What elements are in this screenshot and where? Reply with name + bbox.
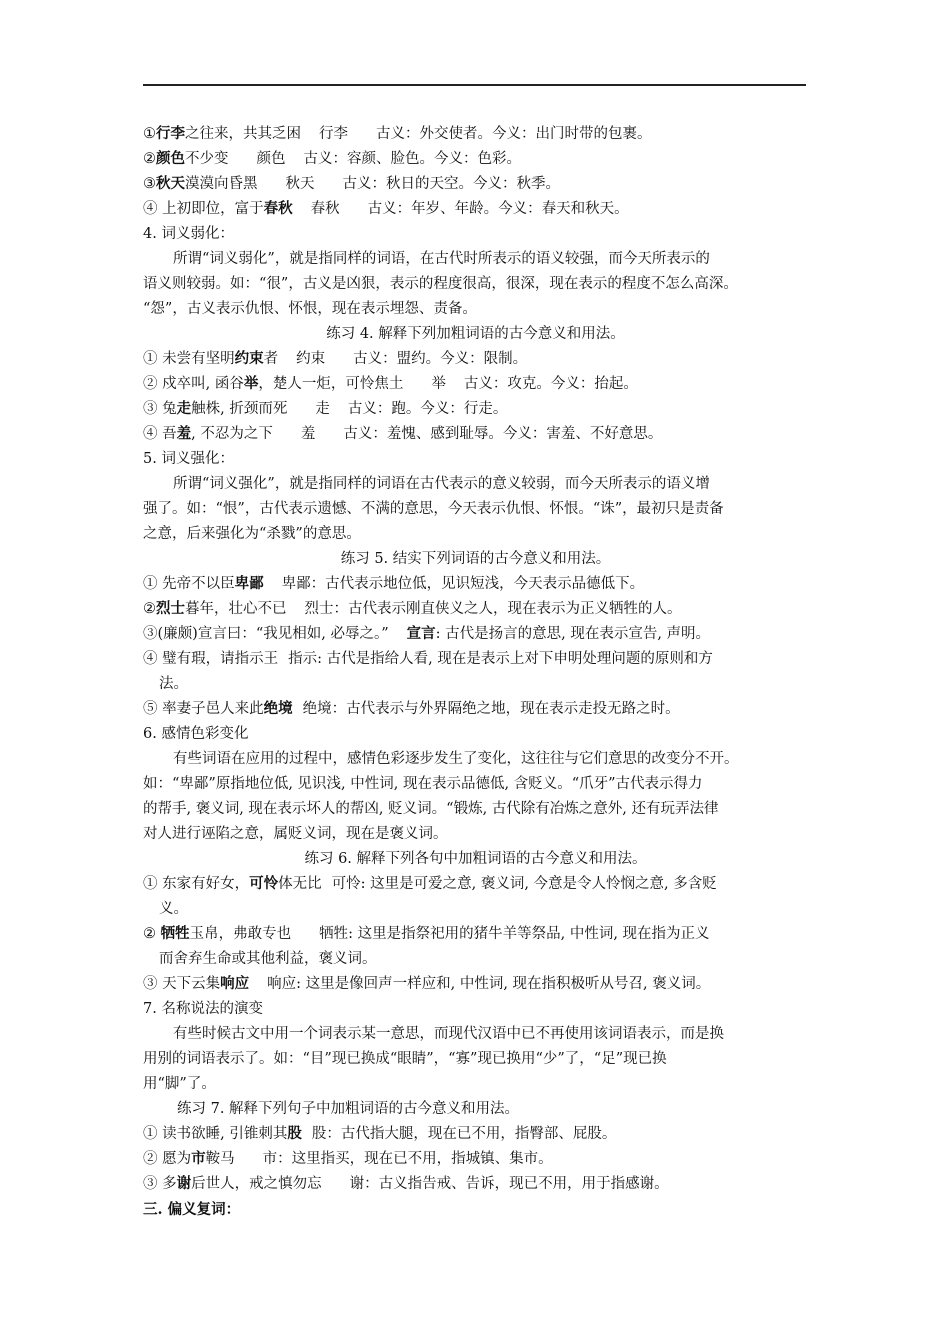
text-run: 者 bbox=[263, 351, 279, 367]
exercise-heading: 练习 5. 结实下列词语的古今意义和用法。 bbox=[340, 551, 611, 567]
example-item bbox=[143, 1122, 808, 1147]
continuation-line: 义。 bbox=[159, 901, 188, 917]
text-run: ① 读书欲睡, 引锥刺其 bbox=[143, 1126, 288, 1142]
example-item bbox=[143, 172, 808, 197]
text-run: 古义：羞愧、感到耻辱。今义：害羞、不好意思。 bbox=[343, 426, 663, 442]
text-run: 秋天 bbox=[285, 176, 315, 192]
document-body bbox=[143, 122, 808, 1222]
bold-term: 举 bbox=[243, 376, 259, 392]
text-line: 如：“卑鄙”原指地位低, 见识浅, 中性词, 现在表示品德低, 含贬义。“爪牙”古代表示得力 bbox=[143, 776, 703, 792]
paragraph-line: 有些词语在应用的过程中，感情色彩逐步发生了变化，这往往与它们意思的改变分不开。 bbox=[173, 751, 739, 767]
example-item bbox=[143, 422, 808, 447]
text-run: 羞 bbox=[300, 426, 316, 442]
text-line: 之意，后来强化为“杀戮”的意思。 bbox=[143, 526, 361, 542]
example-item bbox=[143, 922, 808, 947]
example-item bbox=[143, 1172, 808, 1197]
example-item bbox=[143, 597, 808, 622]
bold-term: 牺牲 bbox=[160, 926, 190, 942]
bold-term: 约束 bbox=[234, 351, 264, 367]
text-line: 4. 词义弱化： bbox=[143, 226, 234, 242]
text-run: 股：古代指大腿，现在已不用，指臀部、屁股。 bbox=[311, 1126, 617, 1142]
text-run: ③(廉颇)宣言曰：“我见相如, 必辱之。” bbox=[143, 626, 389, 642]
example-item bbox=[143, 347, 808, 372]
text-run: 行李 bbox=[319, 126, 348, 142]
text-run: 牺牲: 这里是指祭祀用的猪牛羊等祭品, 中性词, 现在指为正义 bbox=[319, 926, 710, 942]
text-line: 对人进行诬陷之意，属贬义词，现在是褒义词。 bbox=[143, 826, 448, 842]
bold-term: 谢 bbox=[176, 1176, 192, 1192]
bold-term: 卑鄙 bbox=[234, 576, 264, 592]
text-run: : 古代是扬言的意思, 现在表示宣告, 声明。 bbox=[435, 626, 711, 642]
text-run: 走 bbox=[315, 401, 330, 417]
text-run: ① 东家有好女， bbox=[143, 876, 250, 892]
text-run: 暮年，壮心不已 bbox=[185, 601, 287, 617]
bold-term: 绝境 bbox=[263, 701, 293, 717]
text-run: ③ 天下云集 bbox=[143, 976, 221, 992]
exercise-heading: 练习 6. 解释下列各句中加粗词语的古今意义和用法。 bbox=[304, 851, 647, 867]
text-run: 市：这里指买，现在已不用，指城镇、集市。 bbox=[262, 1151, 553, 1167]
text-run: 可怜: 这里是可爱之意, 褒义词, 今意是令人怜悯之意, 多含贬 bbox=[331, 876, 717, 892]
text-run: 古义：攻克。今义：抬起。 bbox=[463, 376, 638, 392]
text-line: 7. 名称说法的演变 bbox=[143, 1001, 263, 1017]
text-run: 之往来，共其乏困 bbox=[185, 126, 301, 142]
text-run: 不少变 bbox=[185, 151, 229, 167]
text-run: 约束 bbox=[296, 351, 326, 367]
text-run: ② 愿为 bbox=[143, 1151, 192, 1167]
example-item bbox=[143, 647, 808, 672]
section-heading: 三. 偏义复词： bbox=[143, 1201, 241, 1218]
example-item bbox=[143, 697, 808, 722]
text-run: 古义：盟约。今义：限制。 bbox=[353, 351, 528, 367]
text-run: ① 先帝不以臣 bbox=[143, 576, 235, 592]
bold-term: 可怜 bbox=[249, 876, 279, 892]
exercise-heading: 练习 4. 解释下列加粗词语的古今意义和用法。 bbox=[326, 326, 625, 342]
text-run: 古义：年岁、年龄。今义：春天和秋天。 bbox=[367, 201, 629, 217]
text-line: “怨”，古义表示仇恨、怀恨，现在表示埋怨、责备。 bbox=[143, 301, 477, 317]
text-run: 指示: 古代是指给人看, 现在是表示上对下申明处理问题的原则和方 bbox=[288, 651, 713, 667]
text-run: ④ 吾 bbox=[143, 426, 177, 442]
text-line: 的帮手, 褒义词, 现在表示坏人的帮凶, 贬义词。“锻炼, 古代除有冶炼之意外, 还有玩弄法律 bbox=[143, 801, 719, 817]
text-run: 卑鄙：古代表示地位低，见识短浅，今天表示品德低下。 bbox=[281, 576, 645, 592]
text-run: ② 戍卒叫, 函谷 bbox=[143, 376, 244, 392]
example-item bbox=[143, 572, 808, 597]
bold-term: 秋天 bbox=[156, 176, 185, 192]
example-item bbox=[143, 622, 808, 647]
bold-term: 行李 bbox=[156, 126, 185, 142]
paragraph-line: 有些时候古文中用一个词表示某一意思，而现代汉语中已不再使用该词语表示，而是换 bbox=[173, 1026, 724, 1042]
header-rule bbox=[143, 84, 806, 86]
text-line: 5. 词义强化： bbox=[143, 451, 234, 467]
text-run: 古义：跑。今义：行走。 bbox=[347, 401, 508, 417]
text-run: ② bbox=[143, 151, 156, 167]
text-run: 触株, 折颈而死 bbox=[191, 401, 288, 417]
example-item bbox=[143, 1147, 808, 1172]
bold-term: 响应 bbox=[220, 976, 250, 992]
text-run: 鞍马 bbox=[205, 1151, 235, 1167]
example-item bbox=[143, 197, 808, 222]
bold-term: 股 bbox=[287, 1126, 302, 1142]
text-run: 谢：古义指告戒、告诉，现已不用，用于指感谢。 bbox=[349, 1176, 669, 1192]
example-item bbox=[143, 372, 808, 397]
text-line: 6. 感情色彩变化 bbox=[143, 726, 249, 742]
bold-term: 宣言 bbox=[406, 626, 436, 642]
bold-term: 春秋 bbox=[263, 201, 293, 217]
text-run: ，楚人一炬，可怜焦土 bbox=[258, 376, 404, 392]
text-run: 体无比 bbox=[278, 876, 322, 892]
example-item bbox=[143, 147, 808, 172]
text-run: 春秋 bbox=[310, 201, 340, 217]
text-run: 响应: 这里是像回声一样应和, 中性词, 现在指积极听从号召, 褒义词。 bbox=[267, 976, 711, 992]
bold-term: 烈士 bbox=[156, 601, 185, 617]
text-run: ③ 多 bbox=[143, 1176, 177, 1192]
example-item bbox=[143, 397, 808, 422]
bold-term: 颜色 bbox=[156, 151, 185, 167]
text-run: 古义：秋日的天空。今义：秋季。 bbox=[342, 176, 560, 192]
text-run: ④ 璧有瑕，请指示王 bbox=[143, 651, 279, 667]
text-run: 古义：容颜、脸色。今义：色彩。 bbox=[303, 151, 521, 167]
text-run: ② bbox=[143, 601, 156, 617]
text-run: ① 未尝有坚明 bbox=[143, 351, 235, 367]
continuation-line: 法。 bbox=[159, 676, 188, 692]
bold-term: 走 bbox=[176, 401, 192, 417]
paragraph-line: 所谓“词义强化”，就是指同样的词语在古代表示的意义较弱，而今天所表示的语义增 bbox=[173, 476, 710, 492]
text-line: 用“脚”了。 bbox=[143, 1076, 216, 1092]
text-run: 绝境：古代表示与外界隔绝之地，现在表示走投无路之时。 bbox=[302, 701, 680, 717]
text-run: ⑤ 率妻子邑人来此 bbox=[143, 701, 264, 717]
exercise-heading: 练习 7. 解释下列句子中加粗词语的古今意义和用法。 bbox=[177, 1101, 520, 1117]
continuation-line: 而舍弃生命或其他利益，褒义词。 bbox=[159, 951, 377, 967]
example-item bbox=[143, 122, 808, 147]
bold-term: 羞 bbox=[176, 426, 192, 442]
text-run: 漠漠向昏黑 bbox=[185, 176, 258, 192]
example-item bbox=[143, 972, 808, 997]
text-run: 颜色 bbox=[256, 151, 286, 167]
text-run: ④ 上初即位，富于 bbox=[143, 201, 264, 217]
text-run: 烈士：古代表示刚直侠义之人，现在表示为正义牺牲的人。 bbox=[304, 601, 682, 617]
text-run: 玉帛，弗敢专也 bbox=[189, 926, 292, 942]
text-run: 后世人，戒之慎勿忘 bbox=[191, 1176, 322, 1192]
text-line: 强了。如：“恨”，古代表示遗憾、不满的意思，今天表示仇恨、怀恨。“诛”，最初只是责备 bbox=[143, 501, 724, 517]
example-item bbox=[143, 872, 808, 897]
text-run: 古义：外交使者。今义：出门时带的包裹。 bbox=[376, 126, 652, 142]
bold-term: 市 bbox=[191, 1151, 206, 1167]
text-run: ① bbox=[143, 126, 156, 142]
paragraph-line: 所谓“词义弱化”，就是指同样的词语，在古代时所表示的语义较强，而今天所表示的 bbox=[173, 251, 710, 267]
text-line: 语义则较弱。如：“很”，古义是凶狠，表示的程度很高，很深，现在表示的程度不怎么高深。 bbox=[143, 276, 738, 292]
text-run: ② bbox=[143, 926, 161, 942]
text-line: 用别的词语表示了。如：“目”现已换成“眼睛”，“寡”现已换用“少”了，“足”现已换 bbox=[143, 1051, 667, 1067]
text-run: ③ bbox=[143, 176, 156, 192]
text-run: ③ 兔 bbox=[143, 401, 177, 417]
text-run: , 不忍为之下 bbox=[191, 426, 273, 442]
text-run: 举 bbox=[431, 376, 446, 392]
